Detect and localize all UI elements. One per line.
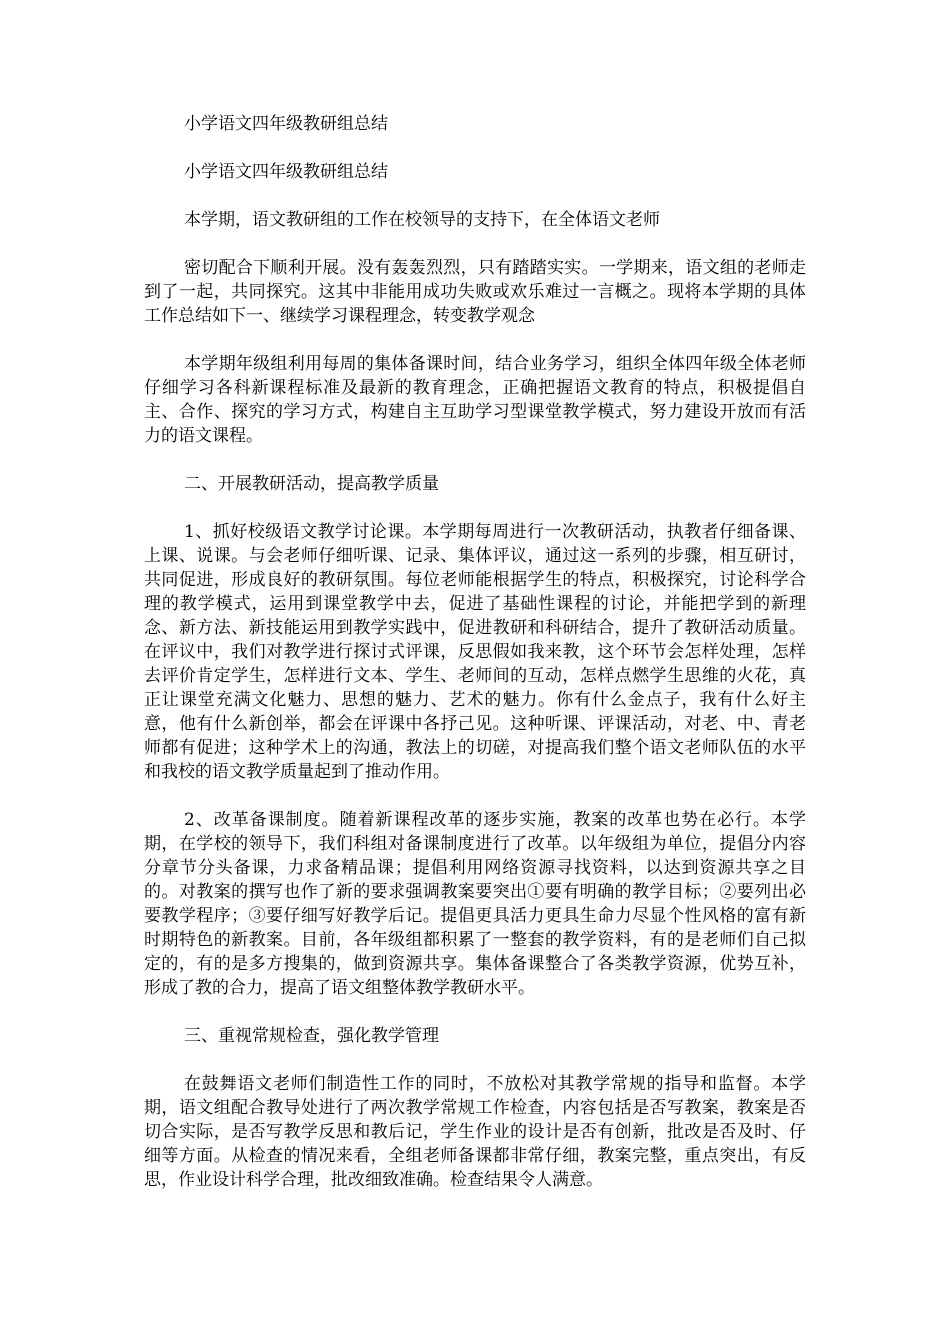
spacer xyxy=(144,448,806,472)
spacer xyxy=(144,184,806,208)
section-heading-2: 二、开展教研活动，提高教学质量 xyxy=(184,474,439,494)
section-heading-3: 三、重视常规检查，强化教学管理 xyxy=(184,1026,439,1046)
paragraph-4: 2、改革备课制度。随着新课程改革的逐步实施，教案的改革也势在必行。本学期，在学校的领导下，我们科组对备课制度进行了改革。以年级组为单位，提倡分内容分章节分头备课，力求备精品课；提倡利用网络资源寻找资料，以达到资源共享之目的。对教案的撰写也作了新的要求强调教案要突出①要有明确的教学目标；②要列出必要教学程序；③要仔细写好教学后记。提倡更具活力更具生命力尽显个性风格的富有新时期特色的新教案。目前，各年级组都积累了一整套的教学资料，有的是老师们自己拟定的，有的是多方搜集的，做到资源共享。集体备课整合了各类教学资源，优势互补，形成了教的合力，提高了语文组整体教学教研水平。 xyxy=(144,810,806,998)
intro-line: 本学期，语文教研组的工作在校领导的支持下，在全体语文老师 xyxy=(184,210,660,230)
spacer xyxy=(144,232,806,256)
spacer xyxy=(144,1000,806,1024)
document-subtitle: 小学语文四年级教研组总结 xyxy=(184,162,388,182)
paragraph-1: 密切配合下顺利开展。没有轰轰烈烈，只有踏踏实实。一学期来，语文组的老师走到了一起，共同探究。这其中非能用成功失败或欢乐难过一言概之。现将本学期的具体工作总结如下一、继续学习课程理念，转变教学观念 xyxy=(144,258,806,326)
document-title: 小学语文四年级教研组总结 xyxy=(184,114,388,134)
document-page xyxy=(144,112,806,1192)
spacer xyxy=(144,136,806,160)
paragraph-2: 本学期年级组利用每周的集体备课时间，结合业务学习，组织全体四年级全体老师仔细学习各科新课程标准及最新的教育理念，正确把握语文教育的特点，积极提倡自主、合作、探究的学习方式，构建自主互助学习型课堂教学模式，努力建设开放而有活力的语文课程。 xyxy=(144,354,806,446)
spacer xyxy=(144,784,806,808)
spacer xyxy=(144,1048,806,1072)
spacer xyxy=(144,496,806,520)
paragraph-3: 1、抓好校级语文教学讨论课。本学期每周进行一次教研活动，执教者仔细备课、上课、说课。与会老师仔细听课、记录、集体评议，通过这一系列的步骤，相互研讨，共同促进，形成良好的教研氛围。每位老师能根据学生的特点，积极探究，讨论科学合理的教学模式，运用到课堂教学中去，促进了基础性课程的讨论，并能把学到的新理念、新方法、新技能运用到教学实践中，促进教研和科研结合，提升了教研活动质量。在评议中，我们对教学进行探讨式评课，反思假如我来教，这个环节会怎样处理，怎样去评价肯定学生，怎样进行文本、学生、老师间的互动，怎样点燃学生思维的火花，真正让课堂充满文化魅力、思想的魅力、艺术的魅力。你有什么金点子，我有什么好主意，他有什么新创举，都会在评课中各抒己见。这种听课、评课活动，对老、中、青老师都有促进；这种学术上的沟通，教法上的切磋，对提高我们整个语文老师队伍的水平和我校的语文教学质量起到了推动作用。 xyxy=(144,522,806,782)
paragraph-5: 在鼓舞语文老师们制造性工作的同时，不放松对其教学常规的指导和监督。本学期，语文组配合教导处进行了两次教学常规工作检查，内容包括是否写教案，教案是否切合实际，是否写教学反思和教后记，学生作业的设计是否有创新，批改是否及时、仔细等方面。从检查的情况来看，全组老师备课都非常仔细，教案完整，重点突出，有反思，作业设计科学合理，批改细致准确。检查结果令人满意。 xyxy=(144,1074,806,1190)
spacer xyxy=(144,328,806,352)
